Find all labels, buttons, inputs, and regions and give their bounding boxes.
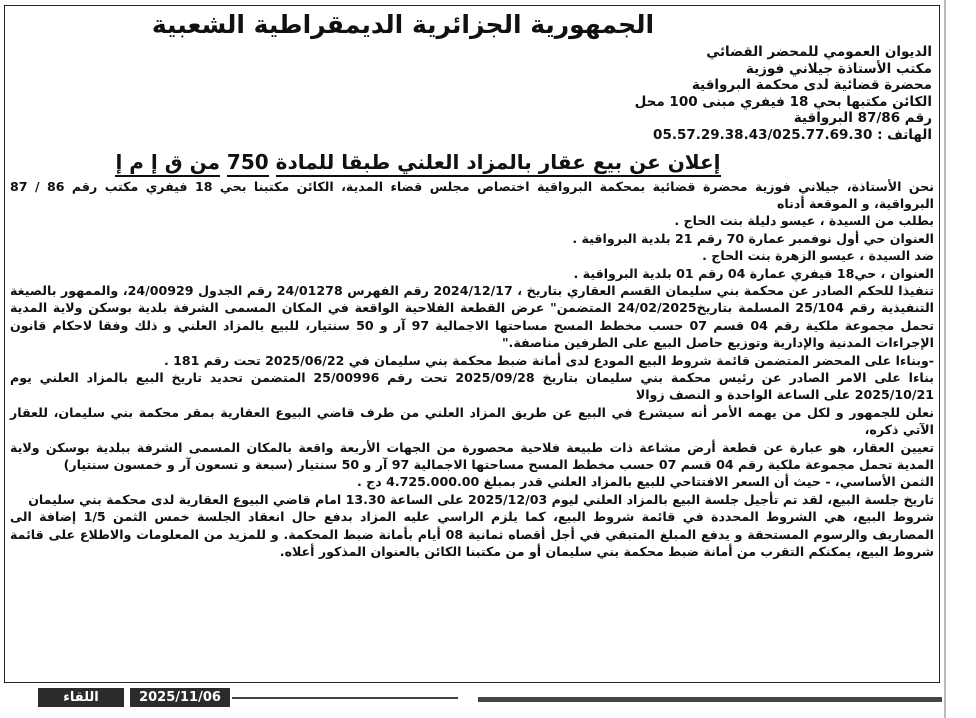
office-line: الكائن مكتبها بحي 18 فيفري مبنى 100 محل <box>634 93 932 110</box>
paragraph-requester-address: العنوان حي أول نوفمبر عمارة 70 رقم 21 بلدية البرواقية . <box>572 230 934 246</box>
paragraph-defendant: ضد السيدة ، عيسو الزهرة بنت الحاج . <box>702 248 934 264</box>
announcement-title-prefix: إعلان عن بيع عقار بالمزاد العلني طبقا للمادة <box>276 150 721 177</box>
office-header <box>10 44 936 144</box>
phone-line <box>10 127 932 144</box>
paragraph-requester: بطلب من السيدة ، عيسو دليلة بنت الحاج . <box>674 213 934 229</box>
office-line: محضرة قضائية لدى محكمة البرواقية <box>691 77 932 94</box>
announcement-title-number: 750 <box>227 150 269 177</box>
paragraph-judgment: تنفيذا للحكم الصادر عن محكمة بني سليمان القسم العقاري بتاريخ ، 2024/12/17 رقم الفهرس 24/01278 رقم الجدول 24/00929، والممهور بالصيغة التنفيذية رقم 25/104 المسلمة بتاريخ24/02/2025 المتضمن" عرض القطعة الفلاحية الواقعة في المكان المسمى الشرفة بلدية بوسكن ولاية المدية تحمل مجموعة ملكية رقم 04 قسم 07 حسب مخطط المسح مساحتها الاجمالية 97 آر و 50 سنتيار، للبيع بالمزاد العلني و ذلك وفقا لاحكام قانون الإجراءات المدنية والإدارية وتوزيع حاصل البيع على الطرفين مناصفة." <box>10 283 934 351</box>
paragraph-session-date: تاريخ جلسة البيع، لقد تم تأجيل جلسة البيع بالمزاد العلني ليوم 2025/12/03 على الساعة 13.30 امام قاضي البيوع العقارية لدى محكمة بني سليمان <box>28 491 934 507</box>
paragraph-conditions-record: -وبناءا على المحضر المتضمن قائمة شروط البيع المودع لدى أمانة ضبط محكمة بني سليمان في 2025/06/22 تحت رقم 181 . <box>163 352 934 368</box>
republic-title: الجمهورية الجزائرية الديمقراطية الشعبية <box>151 10 655 39</box>
office-line: مكتب الأستاذة جيلاني فوزية <box>745 60 932 77</box>
publication-date-badge: 2025/11/06 <box>130 688 230 707</box>
page-edge-divider <box>944 0 946 718</box>
phone-value: 05.57.29.38.43/025.77.69.30 <box>653 126 873 143</box>
announcement-title <box>10 148 936 176</box>
footer-bar <box>0 688 976 718</box>
paragraph-order: بناءا على الامر الصادر عن رئيس محكمة بني سليمان بتاريخ 2025/09/28 تحت رقم 25/00996 المتضمن تحديد تاريخ البيع بالمزاد العلني يوم 2025/10/21 على الساعة الواحدة و النصف زوالا <box>10 370 934 403</box>
paragraph-defendant-address: العنوان ، حي18 فيفري عمارة 04 رقم 01 بلدية البرواقية . <box>573 265 934 281</box>
paragraph-sale-conditions: شروط البيع، هي الشروط المحددة في قائمة شروط البيع، كما يلزم الراسي عليه المزاد بدفع حال انعقاد الجلسة خمس الثمن 1/5 إضافة الى المصاريف والرسوم المستحقة و يدفع المبلغ المتبقي في أجل أقصاه ثمانية 08 أيام بأمانة ضبط المحكمة. و للمزيد من المعلومات والاطلاع على قائمة شروط البيع، يمكنكم التقرب من أمانة ضبط محكمة بني سليمان أو من مكتبنا الكائن بالعنوان المذكور أعلاه. <box>10 509 935 560</box>
office-line: الديوان العمومي للمحضر القضائي <box>706 44 932 60</box>
announcement-body <box>10 178 936 561</box>
footer-divider <box>232 697 458 699</box>
phone-label: الهاتف : <box>877 126 932 143</box>
announcement-title-suffix: من ق إ م إ <box>115 150 219 177</box>
announcement-content <box>10 8 936 561</box>
paragraph-intro: نحن الأستاذة، جيلاني فوزية محضرة قضائية بمحكمة البرواقية اختصاص مجلس قضاء المدية، الكائن مكتبنا بحي 18 فيفري مكتب رقم 86 / 87 البرواقية، و الموقعة أدناه <box>10 178 934 211</box>
paragraph-base-price: الثمن الأساسي، - حيث أن السعر الافتتاحي للبيع بالمزاد العلني قدر بمبلغ 4.725.000.00 دج . <box>356 474 934 490</box>
office-line: رقم 87/86 البرواقية <box>793 110 932 127</box>
paragraph-public-notice: نعلن للجمهور و لكل من يهمه الأمر أنه سيشرع في البيع عن طريق المزاد العلني من طرف قاضي البيوع العقارية بمقر محكمة بني سليمان، للعقار الآتي ذكره، <box>10 404 934 438</box>
newspaper-name-badge: اللقاء <box>38 688 124 707</box>
paragraph-property: تعيين العقار، هو عبارة عن قطعة أرض مشاعة ذات طبيعة فلاحية محصورة من الجهات الأربعة واقعة بالمكان المسمى الشرفة ببلدية بوسكن ولاية المدية تحمل مجموعة ملكية رقم 04 قسم 07 حسب مخطط المسح مساحتها الاجمالية 97 آر و 50 سنتيار (سبعة و تسعون آر و خمسون سنتيار) <box>10 439 934 473</box>
footer-divider <box>478 697 942 702</box>
